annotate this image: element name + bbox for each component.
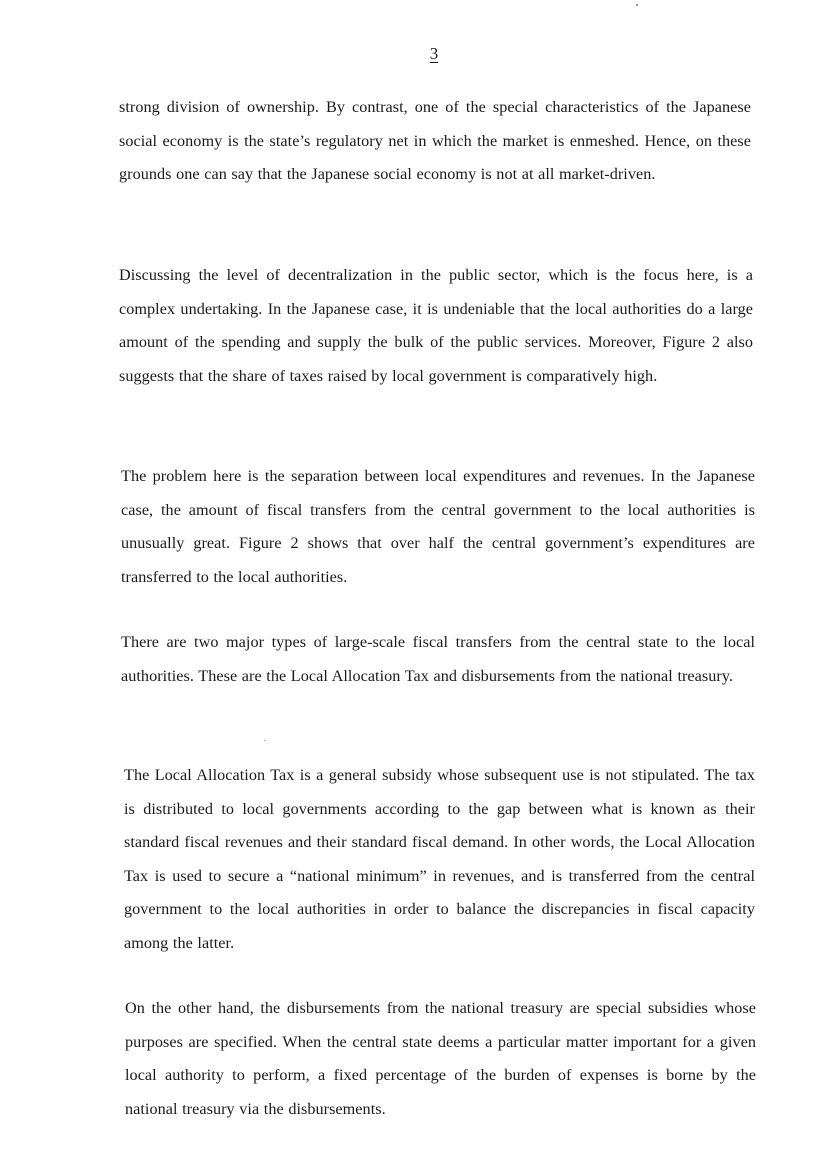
paragraph-transfer-types: There are two major types of large-scale fiscal transfers from the central state to the local authorities. These are the Local Allocation Tax and disbursements from the national treasury. — [121, 633, 755, 685]
paragraph-treasury-disbursements: On the other hand, the disbursements from the national treasury are special subsidies whose purposes are specified. When the central state deems a particular matter important for a given local authority to perform, a fixed percentage of the burden of expenses is borne by the national treasury via the disbursements. — [125, 999, 756, 1118]
paragraph-separation: The problem here is the separation between local expenditures and revenues. In the Japanese case, the amount of fiscal transfers from the central government to the local authorities is unusually great. Figure 2 shows that over half the central government’s expenditures are transferred to the local authorities. — [121, 467, 755, 586]
paragraph-market-driven: strong division of ownership. By contrast, one of the special characteristics of the Japanese social economy is the state’s regulatory net in which the market is enmeshed. Hence, on these grounds one can say that the Japanese social economy is not at all market-driven. — [119, 98, 751, 184]
scan-speck — [636, 4, 638, 6]
scan-speck — [264, 740, 265, 741]
paragraph-decentralization: Discussing the level of decentralization in the public sector, which is the focus here, is a complex undertaking. In the Japanese case, it is undeniable that the local authorities do a large amount of the spending and supply the bulk of the public services. Moreover, Figure 2 also suggests that the share of taxes raised by local government is comparatively high. — [119, 266, 753, 385]
page-number: 3 — [429, 44, 439, 63]
paragraph-local-allocation-tax: The Local Allocation Tax is a general subsidy whose subsequent use is not stipulated. The tax is distributed to local governments according to the gap between what is known as their standard fiscal revenues and their standard fiscal demand. In other words, the Local Allocation Tax is used to secure a “national minimum” in revenues, and is transferred from the central government to the local authorities in order to balance the discrepancies in fiscal capacity among the latter. — [124, 766, 755, 952]
